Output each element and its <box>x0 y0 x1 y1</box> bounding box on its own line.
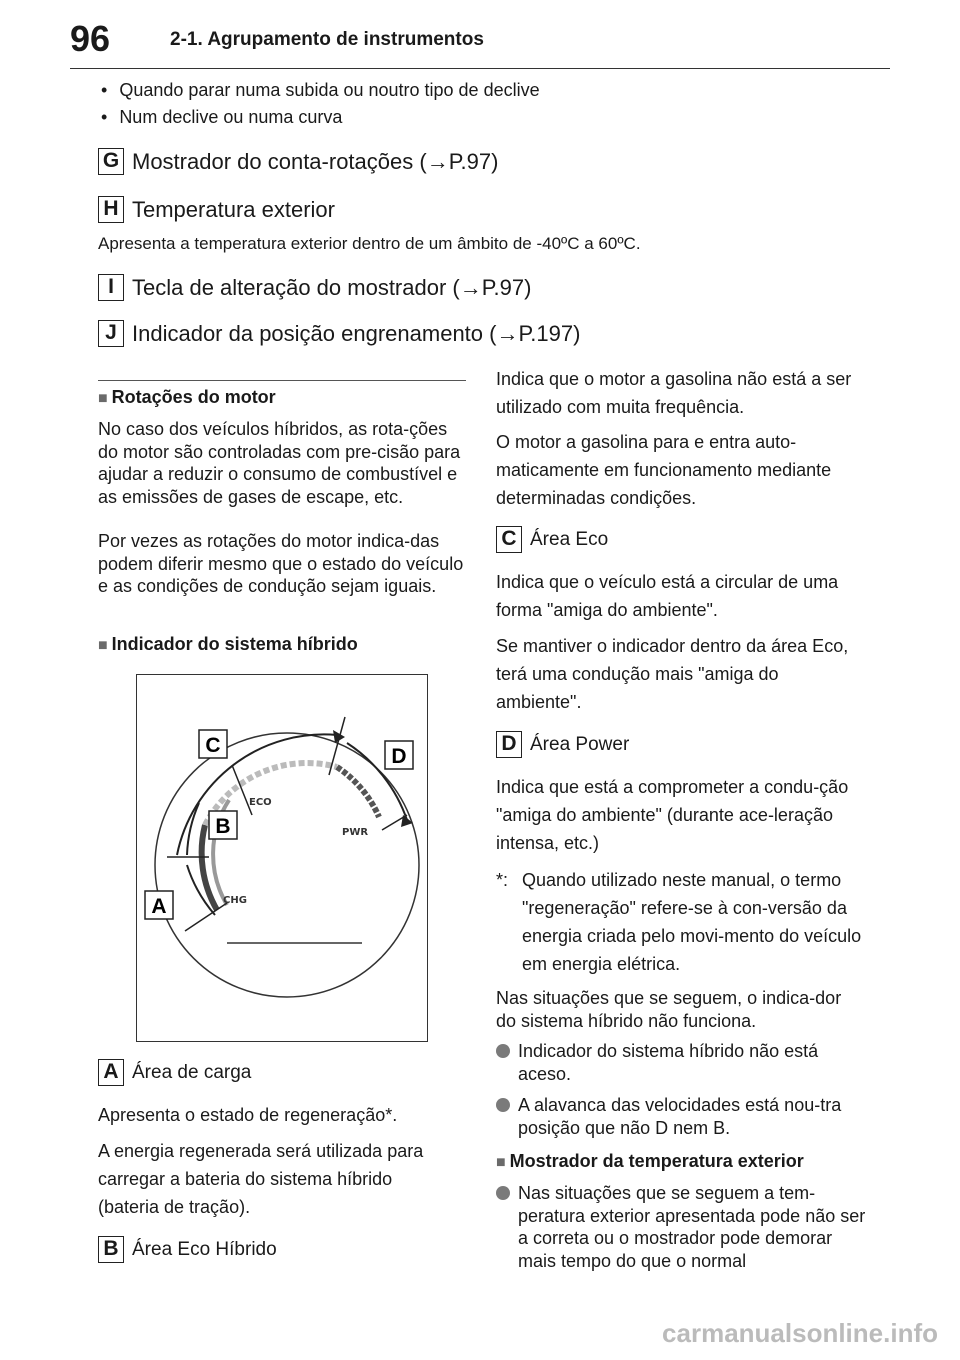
fig-letter-a: A <box>151 895 167 918</box>
right-para-2: O motor a gasolina para e entra auto-maticamente em funcionamento mediante determinadas condições. <box>496 432 832 508</box>
right-para-5: Indica que está a comprometer a condu-ção "amiga do ambiente" (durante ace-leração intensa, etc.) <box>496 777 849 853</box>
letter-j: J <box>98 320 124 347</box>
item-h <box>98 196 335 223</box>
letter-d: D <box>496 731 522 758</box>
right-para-3: Indica que o veículo está a circular de uma forma "amiga do ambiente". <box>496 572 839 620</box>
letter-c: C <box>496 526 522 553</box>
fig-letter-d: D <box>391 745 407 768</box>
item-h-desc: Apresenta a temperatura exterior dentro de um âmbito de -40ºC a 60ºC. <box>98 234 641 253</box>
letter-a: A <box>98 1059 124 1086</box>
item-b-title: Área Eco Híbrido <box>132 1238 277 1260</box>
item-j-text: Indicador da posição engrenamento (→P.197) <box>132 320 581 346</box>
pwr-arc <box>337 767 379 817</box>
chg-label: CHG <box>223 895 247 906</box>
item-a-desc-2: A energia regenerada será utilizada para carregar a bateria do sistema híbrido (bateria de tração). <box>98 1141 424 1217</box>
circle-bullet-item: A alavanca das velocidades está nou-tra posição que não D nem B. <box>496 1094 866 1139</box>
letter-h: H <box>98 196 124 223</box>
separator-line <box>185 903 227 931</box>
item-g <box>98 148 498 175</box>
letter-g: G <box>98 148 124 175</box>
page-number: 96 <box>70 18 111 59</box>
bullet-item: • Quando parar numa subida ou noutro tipo de declive <box>101 80 540 101</box>
bullet-item: • Num declive ou numa curva <box>101 107 342 128</box>
item-c <box>496 526 608 553</box>
pwr-label: PWR <box>342 827 369 838</box>
rpm-text-2: Por vezes as rotações do motor indica-das podem diferir mesmo que o estado do veículo e as condições de condução sejam iguais. <box>98 531 464 596</box>
footnote-mark: *: <box>496 870 509 890</box>
hybrid-heading: ■ Indicador do sistema híbrido <box>98 634 358 655</box>
item-a <box>98 1059 251 1086</box>
item-a-title: Área de carga <box>132 1061 252 1083</box>
item-i <box>98 274 531 301</box>
item-b <box>98 1236 277 1263</box>
item-d <box>496 731 629 758</box>
item-g-text: Mostrador do conta-rotações (→P.97) <box>132 148 499 174</box>
item-h-text: Temperatura exterior <box>132 196 335 222</box>
footnote-text: Quando utilizado neste manual, o termo "regeneração" refere-se à con-versão da energia criada pelo movi-mento do veículo em energia elétrica. <box>522 870 862 974</box>
header-rule <box>70 68 890 69</box>
watermark: carmanualsonline.info <box>662 1318 938 1348</box>
right-para-4: Se mantiver o indicador dentro da área Eco, terá uma condução mais "amiga do ambiente". <box>496 636 849 712</box>
item-d-title: Área Power <box>530 733 630 755</box>
item-i-text: Tecla de alteração do mostrador (→P.97) <box>132 274 532 300</box>
section-divider <box>98 380 466 381</box>
rpm-text: No caso dos veículos híbridos, as rota-ções do motor são controladas com pre-cisão para ajudar a reduzir o consumo de combustível e as emissões de gases de escape, etc. <box>98 419 461 507</box>
fig-letter-c: C <box>205 734 221 757</box>
rpm-heading: ■ Rotações do motor <box>98 387 276 408</box>
eco-label: ECO <box>249 797 272 808</box>
item-j <box>98 320 580 347</box>
right-para-6: Nas situações que se seguem, o indica-dor do sistema híbrido não funciona. <box>496 988 842 1031</box>
hybrid-indicator-figure <box>136 674 428 1042</box>
section-title: 2-1. Agrupamento de instrumentos <box>170 29 484 50</box>
hybrid-gauge-diagram <box>137 675 429 1043</box>
letter-i: I <box>98 274 124 301</box>
item-a-desc-1: Apresenta o estado de regeneração*. <box>98 1105 398 1125</box>
circle-bullet-item: Nas situações que se seguem a tem-peratura exterior apresentada pode não ser a correta ou o mostrador pode demorar mais tempo do que o normal <box>496 1182 866 1272</box>
right-para-1: Indica que o motor a gasolina não está a ser utilizado com muita frequência. <box>496 369 852 417</box>
circle-bullet-item: Indicador do sistema híbrido não está aceso. <box>496 1040 866 1085</box>
letter-b: B <box>98 1236 124 1263</box>
item-c-title: Área Eco <box>530 528 609 550</box>
temp-heading: ■ Mostrador da temperatura exterior <box>496 1151 804 1172</box>
fig-letter-b: B <box>215 815 231 838</box>
